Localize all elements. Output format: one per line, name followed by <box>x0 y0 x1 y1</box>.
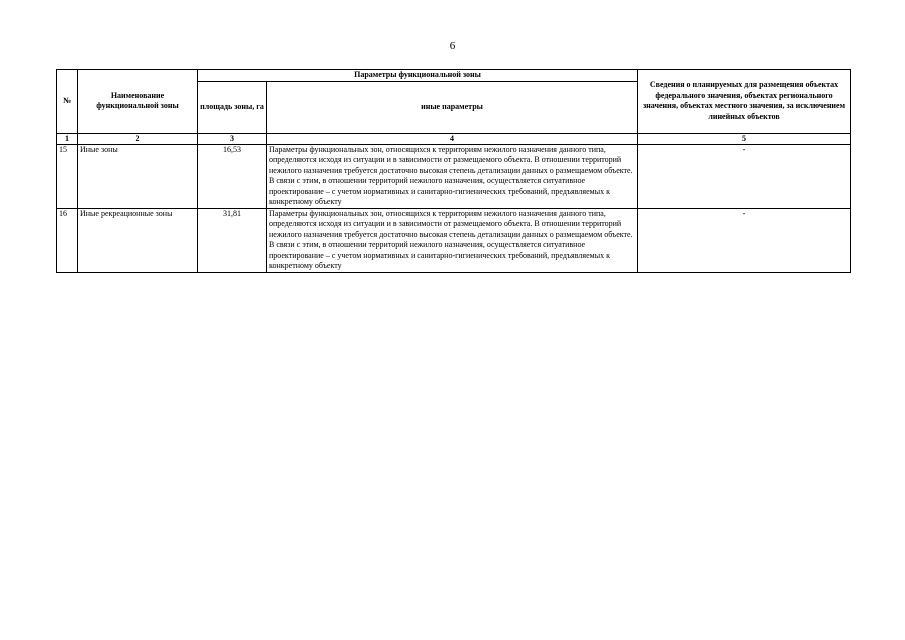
zone-area: 16,53 <box>198 144 267 208</box>
column-number-3: 3 <box>198 133 267 144</box>
header-zone-name: Наименование функциональной зоны <box>78 70 198 134</box>
functional-zones-table <box>56 69 851 273</box>
header-area: площадь зоны, га <box>198 81 267 133</box>
table-row <box>57 144 851 208</box>
column-number-5: 5 <box>638 133 851 144</box>
zone-params: Параметры функциональных зон, относящихся к территориям нежилого назначения данного типа, определяются исходя из ситуации и в зависимости от размещаемого объекта. В отношении территорий нежилого назначения требуется достаточно высокая степень детализации данных о размещаемом объекте. В связи с этим, в отношении территорий нежилого назначения, осуществляется ситуативное проектирование – с учетом нормативных и санитарно-гигиенических требований, предъявляемых к конкретному объекту <box>267 144 638 208</box>
planned-objects-info: - <box>638 144 851 208</box>
table-row <box>57 208 851 272</box>
column-number-4: 4 <box>267 133 638 144</box>
header-planned-objects: Сведения о планируемых для размещения объектах федерального значения, объектах регионального значения, объектах местного значения, за исключением линейных объектов <box>638 70 851 134</box>
header-number: № <box>57 70 78 134</box>
column-number-1: 1 <box>57 133 78 144</box>
zone-area: 31,81 <box>198 208 267 272</box>
column-number-2: 2 <box>78 133 198 144</box>
header-zone-params-group: Параметры функциональной зоны <box>198 70 638 82</box>
planned-objects-info: - <box>638 208 851 272</box>
zone-params: Параметры функциональных зон, относящихся к территориям нежилого назначения данного типа, определяются исходя из ситуации и в зависимости от размещаемого объекта. В отношении территорий нежилого назначения требуется достаточно высокая степень детализации данных о размещаемом объекте. В связи с этим, в отношении территорий нежилого назначения, осуществляется ситуативное проектирование – с учетом нормативных и санитарно-гигиенических требований, предъявляемых к конкретному объекту <box>267 208 638 272</box>
row-number: 16 <box>57 208 78 272</box>
page-number: 6 <box>449 40 456 52</box>
zone-name: Иные рекреационные зоны <box>78 208 198 272</box>
header-other-params: иные параметры <box>267 81 638 133</box>
row-number: 15 <box>57 144 78 208</box>
zone-name: Иные зоны <box>78 144 198 208</box>
